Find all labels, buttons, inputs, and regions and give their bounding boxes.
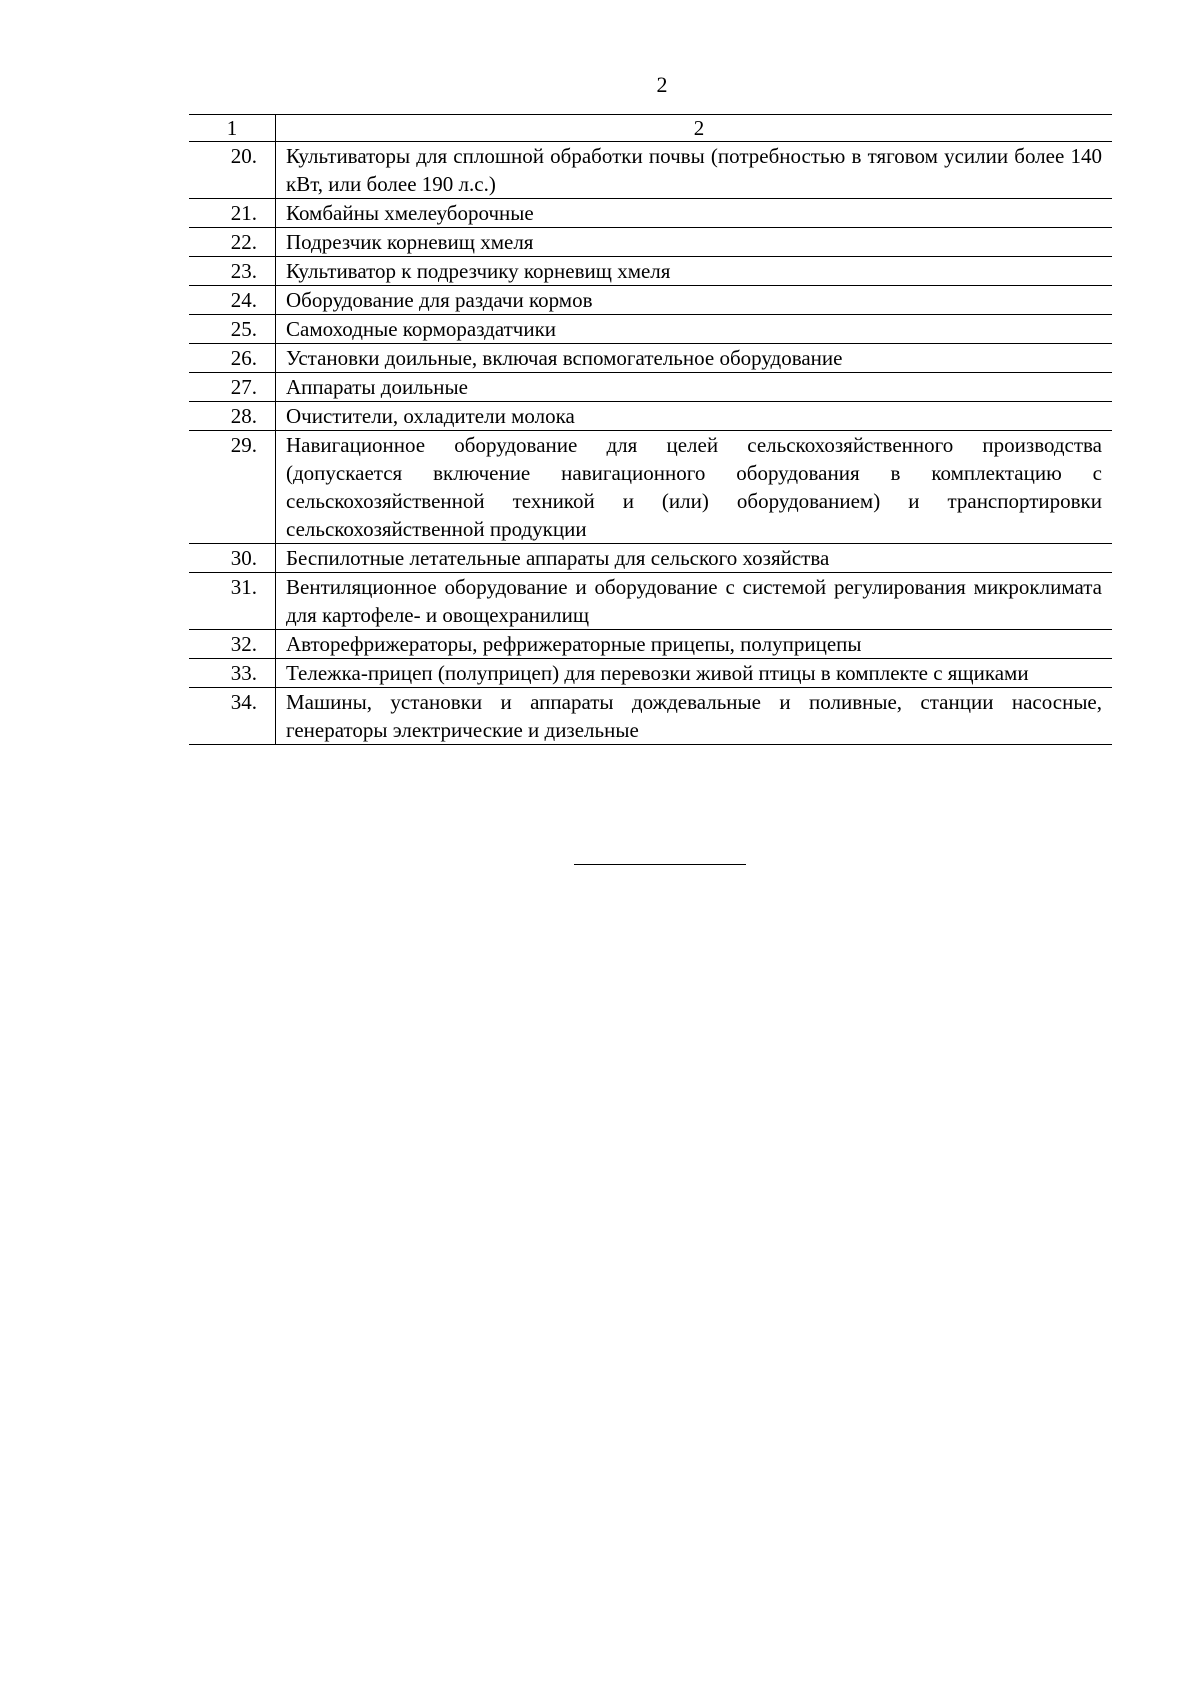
row-text: Авторефрижераторы, рефрижераторные прицепы, полуприцепы <box>276 630 1113 659</box>
table-row <box>189 257 1112 286</box>
row-text: Навигационное оборудование для целей сельскохозяйственного производства (допускается включение навигационного оборудования в комплектацию с сельскохозяйственной техникой и (или) оборудованием) и транспортировки сельскохозяйственной продукции <box>276 431 1113 544</box>
header-col-2: 2 <box>276 115 1113 142</box>
table-row <box>189 402 1112 431</box>
table-row <box>189 688 1112 745</box>
table-row <box>189 659 1112 688</box>
table-row <box>189 344 1112 373</box>
row-text: Культиваторы для сплошной обработки почвы (потребностью в тяговом усилии более 140 кВт, или более 190 л.с.) <box>276 142 1113 199</box>
row-number: 22. <box>189 228 276 257</box>
header-col-1: 1 <box>189 115 276 142</box>
row-number: 25. <box>189 315 276 344</box>
end-of-document-rule <box>574 864 746 865</box>
row-number: 31. <box>189 573 276 630</box>
row-number: 21. <box>189 199 276 228</box>
table-row <box>189 142 1112 199</box>
row-text: Культиватор к подрезчику корневищ хмеля <box>276 257 1113 286</box>
row-number: 23. <box>189 257 276 286</box>
table-row <box>189 315 1112 344</box>
row-number: 28. <box>189 402 276 431</box>
row-text: Тележка-прицеп (полуприцеп) для перевозки живой птицы в комплекте с ящиками <box>276 659 1113 688</box>
table-row <box>189 544 1112 573</box>
page-number: 2 <box>656 72 668 97</box>
row-text: Аппараты доильные <box>276 373 1113 402</box>
row-number: 26. <box>189 344 276 373</box>
row-number: 33. <box>189 659 276 688</box>
row-text: Вентиляционное оборудование и оборудование с системой регулирования микроклимата для картофеле- и овощехранилищ <box>276 573 1113 630</box>
equipment-table <box>189 114 1112 745</box>
row-text: Подрезчик корневищ хмеля <box>276 228 1113 257</box>
row-text: Комбайны хмелеуборочные <box>276 199 1113 228</box>
table-row <box>189 286 1112 315</box>
row-number: 29. <box>189 431 276 544</box>
table-row <box>189 573 1112 630</box>
row-number: 27. <box>189 373 276 402</box>
table-row <box>189 431 1112 544</box>
row-number: 24. <box>189 286 276 315</box>
table-header-row <box>189 115 1112 142</box>
row-text: Установки доильные, включая вспомогательное оборудование <box>276 344 1113 373</box>
row-text: Машины, установки и аппараты дождевальные и поливные, станции насосные, генераторы электрические и дизельные <box>276 688 1113 745</box>
row-text: Самоходные кормораздатчики <box>276 315 1113 344</box>
row-number: 32. <box>189 630 276 659</box>
row-text: Очистители, охладители молока <box>276 402 1113 431</box>
table-row <box>189 630 1112 659</box>
row-number: 20. <box>189 142 276 199</box>
table-row <box>189 228 1112 257</box>
table-row <box>189 373 1112 402</box>
table-row <box>189 199 1112 228</box>
row-text: Беспилотные летательные аппараты для сельского хозяйства <box>276 544 1113 573</box>
row-text: Оборудование для раздачи кормов <box>276 286 1113 315</box>
row-number: 34. <box>189 688 276 745</box>
row-number: 30. <box>189 544 276 573</box>
